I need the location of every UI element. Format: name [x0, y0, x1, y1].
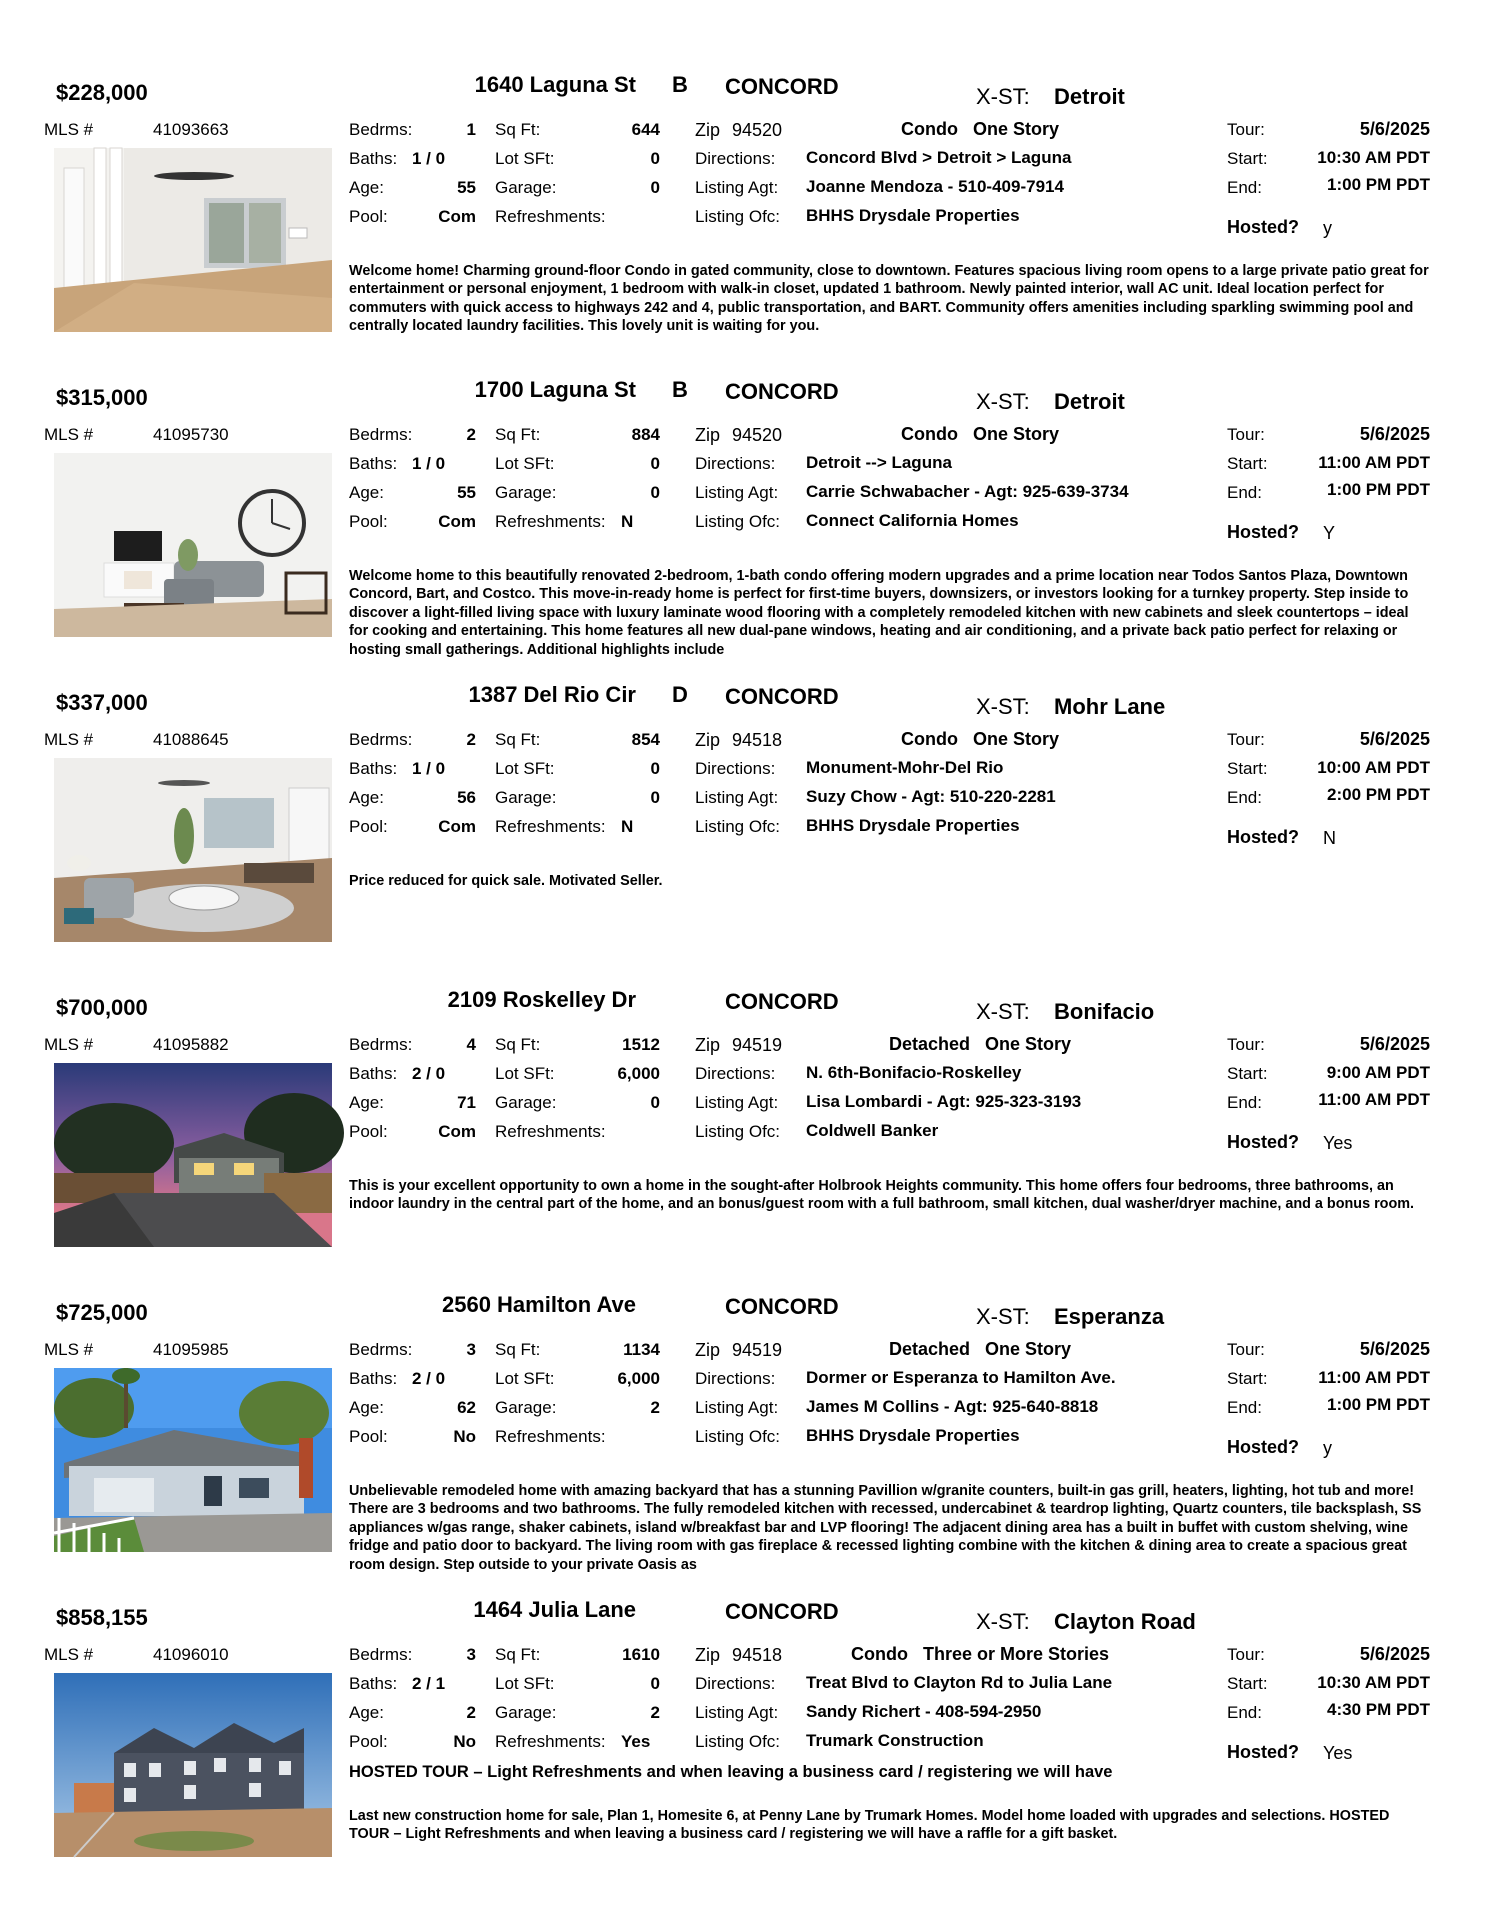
start-time: 11:00 AM PDT: [1318, 1368, 1430, 1387]
start-time: 10:00 AM PDT: [1317, 758, 1430, 777]
listing-city: CONCORD: [725, 379, 839, 404]
cross-street-value: Mohr Lane: [1054, 694, 1166, 719]
zip-label: Zip: [695, 425, 721, 445]
baths-label: Baths:: [349, 454, 398, 473]
garage-label: Garage:: [495, 1398, 557, 1417]
listing-agent-value: Sandy Richert - 408-594-2950: [806, 1702, 1042, 1721]
sqft-value: 884: [631, 425, 660, 444]
pool-value: Com: [438, 1122, 476, 1141]
tour-date: 5/6/2025: [1359, 1034, 1430, 1054]
cross-street-label: X-ST:: [976, 999, 1030, 1024]
tour-date: 5/6/2025: [1359, 424, 1430, 444]
listing-address: 1464 Julia Lane: [473, 1597, 636, 1622]
pool-label: Pool:: [349, 1122, 388, 1141]
directions-value: Dormer or Esperanza to Hamilton Ave.: [806, 1368, 1116, 1387]
end-label: End:: [1227, 178, 1262, 197]
tour-label: Tour:: [1227, 1645, 1265, 1664]
listing-price: $858,155: [56, 1605, 148, 1630]
mls-label: MLS #: [44, 730, 94, 749]
property-type: Detached One Story: [888, 1339, 1072, 1359]
directions-label: Directions:: [695, 149, 776, 168]
mls-label: MLS #: [44, 1035, 94, 1054]
hosted-value: y: [1323, 218, 1332, 238]
sqft-value: 1134: [623, 1340, 660, 1359]
photo-image: [54, 1063, 332, 1247]
cross-street-label: X-ST:: [976, 694, 1030, 719]
listing-description: Welcome home! Charming ground-floor Condo in gated community, close to downtown. Features spacious living room opens to a large private patio great for entertainment or personal enjoyment, 1 bedroom with walk-in closet, updated 1 bathroom. Newly painted interior, wall AC unit. Ideal location perfect for commuters with quick access to highways 242 and 4, public transportation, and BART. Community offers amenities including sparkling swimming pool and centrally located laundry facilities. This lovely unit is waiting for you.: [349, 263, 1429, 335]
tour-date: 5/6/2025: [1359, 1339, 1430, 1359]
refreshments-label: Refreshments:: [495, 207, 606, 226]
directions-label: Directions:: [695, 1674, 776, 1693]
directions-value: Concord Blvd > Detroit > Laguna: [806, 148, 1072, 167]
bedrms-value: 2: [466, 730, 476, 749]
listing-description: Price reduced for quick sale. Motivated Seller.: [349, 873, 663, 889]
lotsft-value: 0: [650, 1674, 660, 1693]
tour-date: 5/6/2025: [1359, 119, 1430, 139]
zip-value: 94518: [732, 730, 783, 750]
baths-label: Baths:: [349, 1369, 398, 1388]
start-label: Start:: [1227, 149, 1268, 168]
listing: [0, 987, 1487, 1300]
mls-label: MLS #: [44, 1340, 94, 1359]
start-time: 11:00 AM PDT: [1318, 453, 1430, 472]
zip-label: Zip: [695, 120, 721, 140]
listing-office-label: Listing Ofc:: [695, 1122, 781, 1141]
pool-label: Pool:: [349, 1427, 388, 1446]
start-label: Start:: [1227, 759, 1268, 778]
lotsft-label: Lot SFt:: [495, 454, 555, 473]
sqft-label: Sq Ft:: [495, 1340, 541, 1359]
zip-label: Zip: [695, 1035, 721, 1055]
baths-value: 1 / 0: [412, 149, 446, 168]
property-photo: [54, 758, 332, 942]
listing-agent-value: Joanne Mendoza - 510-409-7914: [806, 177, 1064, 196]
directions-value: N. 6th-Bonifacio-Roskelley: [806, 1063, 1022, 1082]
lotsft-value: 6,000: [617, 1369, 660, 1388]
hosted-label: Hosted?: [1227, 827, 1299, 847]
tour-date: 5/6/2025: [1359, 729, 1430, 749]
directions-label: Directions:: [695, 1369, 776, 1388]
listing-agent-value: Suzy Chow - Agt: 510-220-2281: [806, 787, 1056, 806]
pool-value: Com: [438, 817, 476, 836]
bedrms-label: Bedrms:: [349, 425, 413, 444]
mls-number: 41093663: [153, 120, 229, 139]
bedrms-value: 1: [466, 120, 476, 139]
zip-value: 94518: [732, 1645, 783, 1665]
lotsft-value: 0: [650, 454, 660, 473]
end-time: 1:00 PM PDT: [1327, 1395, 1430, 1414]
pool-value: No: [453, 1732, 476, 1751]
mls-label: MLS #: [44, 425, 94, 444]
refreshments-label: Refreshments:: [495, 817, 606, 836]
cross-street-label: X-ST:: [976, 84, 1030, 109]
end-label: End:: [1227, 1398, 1262, 1417]
property-photo: [54, 453, 332, 637]
listing-price: $725,000: [56, 1300, 148, 1325]
mls-number: 41095882: [153, 1035, 229, 1054]
start-time: 10:30 AM PDT: [1317, 1673, 1430, 1692]
garage-value: 2: [650, 1398, 660, 1417]
age-value: 55: [457, 178, 476, 197]
sqft-label: Sq Ft:: [495, 120, 541, 139]
directions-label: Directions:: [695, 1064, 776, 1083]
tour-label: Tour:: [1227, 1340, 1265, 1359]
listing-address: 2109 Roskelley Dr: [447, 987, 636, 1012]
zip-label: Zip: [695, 1340, 721, 1360]
directions-label: Directions:: [695, 454, 776, 473]
listing-agent-label: Listing Agt:: [695, 1703, 779, 1722]
garage-label: Garage:: [495, 788, 557, 807]
mls-label: MLS #: [44, 120, 94, 139]
sqft-value: 1610: [622, 1645, 660, 1664]
age-value: 62: [457, 1398, 476, 1417]
listing-office-value: BHHS Drysdale Properties: [806, 1426, 1020, 1445]
listing-unit: D: [672, 682, 688, 707]
mls-number: 41096010: [153, 1645, 229, 1664]
listing: [0, 682, 1487, 995]
sqft-label: Sq Ft:: [495, 1035, 541, 1054]
tour-label: Tour:: [1227, 730, 1265, 749]
listing-agent-value: Carrie Schwabacher - Agt: 925-639-3734: [806, 482, 1129, 501]
age-value: 56: [457, 788, 476, 807]
lotsft-label: Lot SFt:: [495, 759, 555, 778]
end-time: 11:00 AM PDT: [1318, 1090, 1430, 1109]
lotsft-value: 0: [650, 149, 660, 168]
listing-address: 1700 Laguna St: [474, 377, 636, 402]
pool-value: Com: [438, 207, 476, 226]
start-label: Start:: [1227, 1369, 1268, 1388]
garage-label: Garage:: [495, 483, 557, 502]
photo-image: [54, 1368, 332, 1552]
listing-office-label: Listing Ofc:: [695, 1732, 781, 1751]
end-time: 1:00 PM PDT: [1327, 480, 1430, 499]
property-type: Condo One Story: [900, 119, 1060, 139]
bedrms-value: 3: [466, 1645, 476, 1664]
mls-number: 41088645: [153, 730, 229, 749]
refreshments-value: Yes: [621, 1732, 651, 1751]
listing: [0, 1597, 1487, 1910]
pool-label: Pool:: [349, 512, 388, 531]
refreshments-label: Refreshments:: [495, 1732, 606, 1751]
listing-agent-label: Listing Agt:: [695, 1093, 779, 1112]
start-time: 10:30 AM PDT: [1317, 148, 1430, 167]
end-time: 2:00 PM PDT: [1327, 785, 1430, 804]
directions-value: Treat Blvd to Clayton Rd to Julia Lane: [806, 1673, 1113, 1692]
garage-value: 0: [650, 1093, 660, 1112]
garage-label: Garage:: [495, 178, 557, 197]
cross-street-value: Bonifacio: [1054, 999, 1155, 1024]
listing-city: CONCORD: [725, 684, 839, 709]
hosted-value: Yes: [1323, 1133, 1353, 1153]
listing-price: $337,000: [56, 690, 148, 715]
garage-value: 0: [650, 178, 660, 197]
bedrms-label: Bedrms:: [349, 1645, 413, 1664]
listing-office-value: Coldwell Banker: [806, 1121, 939, 1140]
hosted-label: Hosted?: [1227, 1132, 1299, 1152]
age-value: 55: [457, 483, 476, 502]
bedrms-value: 3: [466, 1340, 476, 1359]
garage-value: 0: [650, 483, 660, 502]
age-label: Age:: [349, 1703, 384, 1722]
lotsft-label: Lot SFt:: [495, 149, 555, 168]
property-type: Detached One Story: [888, 1034, 1072, 1054]
listing-agent-label: Listing Agt:: [695, 483, 779, 502]
pool-value: Com: [438, 512, 476, 531]
listing-agent-label: Listing Agt:: [695, 178, 779, 197]
listing-address: 1640 Laguna St: [474, 72, 636, 97]
hosted-label: Hosted?: [1227, 1437, 1299, 1457]
listing-address: 1387 Del Rio Cir: [468, 682, 636, 707]
age-label: Age:: [349, 1398, 384, 1417]
listing-office-value: BHHS Drysdale Properties: [806, 816, 1020, 835]
refreshments-label: Refreshments:: [495, 1122, 606, 1141]
cross-street-label: X-ST:: [976, 389, 1030, 414]
age-label: Age:: [349, 788, 384, 807]
hosted-value: Y: [1323, 523, 1336, 543]
baths-label: Baths:: [349, 759, 398, 778]
hosted-value: N: [1323, 828, 1336, 848]
mls-label: MLS #: [44, 1645, 94, 1664]
listing-agent-label: Listing Agt:: [695, 1398, 779, 1417]
lotsft-label: Lot SFt:: [495, 1064, 555, 1083]
listing: [0, 377, 1487, 690]
listing-agent-value: James M Collins - Agt: 925-640-8818: [806, 1397, 1099, 1416]
photo-image: [54, 148, 332, 332]
baths-label: Baths:: [349, 149, 398, 168]
listing-office-value: BHHS Drysdale Properties: [806, 206, 1020, 225]
refreshments-value: N: [621, 512, 634, 531]
refreshments-value: N: [621, 817, 634, 836]
end-label: End:: [1227, 1093, 1262, 1112]
property-photo: [54, 1063, 332, 1247]
mls-number: 41095730: [153, 425, 229, 444]
listing-office-label: Listing Ofc:: [695, 1427, 781, 1446]
bedrms-value: 4: [466, 1035, 476, 1054]
listing-note: HOSTED TOUR – Light Refreshments and when leaving a business card / registering we will have: [349, 1763, 1113, 1781]
directions-value: Detroit --> Laguna: [806, 453, 952, 472]
garage-value: 2: [650, 1703, 660, 1722]
hosted-value: Yes: [1323, 1743, 1353, 1763]
listing-city: CONCORD: [725, 989, 839, 1014]
lotsft-label: Lot SFt:: [495, 1674, 555, 1693]
age-value: 71: [457, 1093, 476, 1112]
hosted-label: Hosted?: [1227, 522, 1299, 542]
pool-label: Pool:: [349, 207, 388, 226]
age-label: Age:: [349, 178, 384, 197]
baths-value: 2 / 0: [412, 1064, 446, 1083]
listing-office-value: Trumark Construction: [806, 1731, 984, 1750]
cross-street-label: X-ST:: [976, 1304, 1030, 1329]
zip-label: Zip: [695, 1645, 721, 1665]
hosted-value: y: [1323, 1438, 1332, 1458]
property-photo: [54, 1673, 332, 1857]
listing-unit: B: [672, 72, 688, 97]
listing-office-label: Listing Ofc:: [695, 817, 781, 836]
pool-label: Pool:: [349, 1732, 388, 1751]
bedrms-label: Bedrms:: [349, 1340, 413, 1359]
listing-description: This is your excellent opportunity to own a home in the sought-after Holbrook Heights community. This home offers four bedrooms, three bathrooms, an indoor laundry in the central part of the home, and an bonus/guest room with a full bathroom, small kitchen, dual washer/dryer machine, and a bonus room.: [349, 1178, 1415, 1213]
baths-value: 1 / 0: [412, 454, 446, 473]
bedrms-label: Bedrms:: [349, 730, 413, 749]
lotsft-label: Lot SFt:: [495, 1369, 555, 1388]
zip-value: 94519: [732, 1035, 783, 1055]
cross-street-value: Detroit: [1054, 389, 1125, 414]
listing-office-label: Listing Ofc:: [695, 512, 781, 531]
tour-date: 5/6/2025: [1359, 1644, 1430, 1664]
property-photo: [54, 148, 332, 332]
start-label: Start:: [1227, 1064, 1268, 1083]
age-label: Age:: [349, 1093, 384, 1112]
refreshments-label: Refreshments:: [495, 512, 606, 531]
listing-office-value: Connect California Homes: [806, 511, 1019, 530]
listing-description: Welcome home to this beautifully renovated 2-bedroom, 1-bath condo offering modern upgrades and a prime location near Todos Santos Plaza, Downtown Concord, Bart, and Costco. This move-in-ready home is perfect for first-time buyers, downsizers, or investors looking for a turnkey property. Step inside to discover a light-filled living space with luxury laminate wood flooring with a completely remodeled kitchen with new cabinets and sleek countertops – ideal for cooking and entertaining. This home features all new dual-pane windows, heating and air conditioning, and a private back patio perfect for relaxing or hosting small gatherings. Additional highlights include: [349, 568, 1409, 658]
hosted-label: Hosted?: [1227, 217, 1299, 237]
listing-price: $315,000: [56, 385, 148, 410]
baths-value: 2 / 1: [412, 1674, 446, 1693]
photo-image: [54, 453, 332, 637]
baths-value: 2 / 0: [412, 1369, 446, 1388]
listing-city: CONCORD: [725, 74, 839, 99]
listing-unit: B: [672, 377, 688, 402]
sqft-label: Sq Ft:: [495, 1645, 541, 1664]
listing-price: $228,000: [56, 80, 148, 105]
sqft-label: Sq Ft:: [495, 730, 541, 749]
directions-value: Monument-Mohr-Del Rio: [806, 758, 1004, 777]
property-type: Condo One Story: [900, 424, 1060, 444]
property-type: Condo Three or More Stories: [850, 1644, 1110, 1664]
listing: [0, 72, 1487, 385]
photo-image: [54, 758, 332, 942]
listing-price: $700,000: [56, 995, 148, 1020]
tour-label: Tour:: [1227, 120, 1265, 139]
tour-label: Tour:: [1227, 425, 1265, 444]
end-label: End:: [1227, 483, 1262, 502]
listing-agent-label: Listing Agt:: [695, 788, 779, 807]
tour-label: Tour:: [1227, 1035, 1265, 1054]
lotsft-value: 6,000: [617, 1064, 660, 1083]
start-label: Start:: [1227, 454, 1268, 473]
end-time: 1:00 PM PDT: [1327, 175, 1430, 194]
end-label: End:: [1227, 1703, 1262, 1722]
property-type: Condo One Story: [900, 729, 1060, 749]
mls-number: 41095985: [153, 1340, 229, 1359]
baths-value: 1 / 0: [412, 759, 446, 778]
refreshments-label: Refreshments:: [495, 1427, 606, 1446]
cross-street-value: Clayton Road: [1054, 1609, 1196, 1634]
zip-value: 94520: [732, 425, 783, 445]
zip-value: 94520: [732, 120, 783, 140]
garage-value: 0: [650, 788, 660, 807]
zip-label: Zip: [695, 730, 721, 750]
property-photo: [54, 1368, 332, 1552]
start-label: Start:: [1227, 1674, 1268, 1693]
sqft-value: 644: [631, 120, 660, 139]
baths-label: Baths:: [349, 1064, 398, 1083]
listing-agent-value: Lisa Lombardi - Agt: 925-323-3193: [806, 1092, 1082, 1111]
sqft-label: Sq Ft:: [495, 425, 541, 444]
bedrms-label: Bedrms:: [349, 120, 413, 139]
sqft-value: 854: [631, 730, 660, 749]
age-label: Age:: [349, 483, 384, 502]
photo-image: [54, 1673, 332, 1857]
bedrms-value: 2: [466, 425, 476, 444]
zip-value: 94519: [732, 1340, 783, 1360]
listing-description: Last new construction home for sale, Plan 1, Homesite 6, at Penny Lane by Trumark Homes. Model home loaded with upgrades and selections. HOSTED TOUR – Light Refreshments and when leaving a business card / registering we will have a raffle for a gift basket.: [349, 1808, 1390, 1843]
baths-label: Baths:: [349, 1674, 398, 1693]
cross-street-value: Esperanza: [1054, 1304, 1165, 1329]
pool-label: Pool:: [349, 817, 388, 836]
listing-office-label: Listing Ofc:: [695, 207, 781, 226]
directions-label: Directions:: [695, 759, 776, 778]
end-time: 4:30 PM PDT: [1327, 1700, 1430, 1719]
listing: [0, 1292, 1487, 1605]
age-value: 2: [466, 1703, 476, 1722]
listing-address: 2560 Hamilton Ave: [441, 1292, 636, 1317]
listing-description: Unbelievable remodeled home with amazing backyard that has a stunning Pavillion w/granite counters, built-in gas grill, heaters, lighting, hot tub and more! There are 3 bedrooms and two bathrooms. The fully remodeled kitchen with recessed, undercabinet & teardrop lighting, Quartz counters, tile backsplash, SS appliances w/gas range, shaker cabinets, island w/breakfast bar and LVP flooring! The adjacent dining area has a built in buffet with custom shelving, wine fridge and patio door to backyard. The living room with gas fireplace & recessed lighting combine with the kitchen & dining area to create a spacious great room design. Step outside to your private Oasis as: [349, 1483, 1422, 1573]
garage-label: Garage:: [495, 1703, 557, 1722]
lotsft-value: 0: [650, 759, 660, 778]
listing-city: CONCORD: [725, 1294, 839, 1319]
bedrms-label: Bedrms:: [349, 1035, 413, 1054]
cross-street-label: X-ST:: [976, 1609, 1030, 1634]
hosted-label: Hosted?: [1227, 1742, 1299, 1762]
end-label: End:: [1227, 788, 1262, 807]
cross-street-value: Detroit: [1054, 84, 1125, 109]
pool-value: No: [453, 1427, 476, 1446]
listing-city: CONCORD: [725, 1599, 839, 1624]
garage-label: Garage:: [495, 1093, 557, 1112]
start-time: 9:00 AM PDT: [1326, 1063, 1430, 1082]
sqft-value: 1512: [622, 1035, 660, 1054]
